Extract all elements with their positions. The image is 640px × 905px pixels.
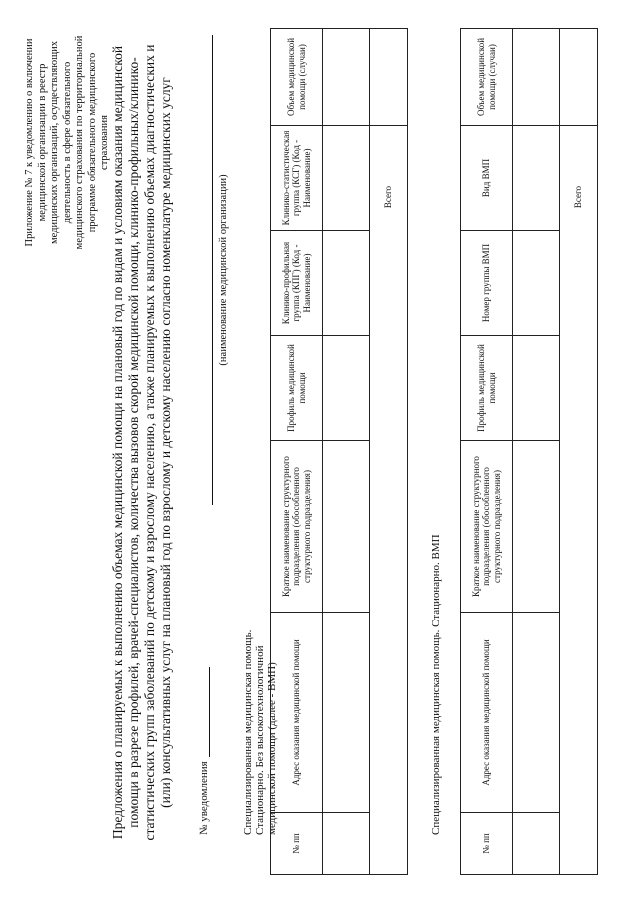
header-cell: Адрес оказания медицинской помощи [271,613,323,813]
table-total-row [370,29,408,875]
notice-number-field [198,667,210,757]
table-cell [513,126,560,231]
total-label-cell: Всего [370,126,408,875]
table-row [323,29,370,875]
table-header-row [461,29,513,875]
table-cell [323,441,370,613]
table-total-row [560,29,598,875]
header-cell: Профиль медицинской помощи [271,336,323,441]
table-cell [323,29,370,126]
total-label-cell: Всего [560,126,598,875]
table-cell [323,813,370,875]
header-cell: Профиль медицинской помощи [461,336,513,441]
header-cell: Объем медицинской помощи (случаи) [271,29,323,126]
appendix-note: Приложение № 7 к уведомлению о включении медицинской организации в реестр медицинских организаций, осуществляющих деятельность в сфере обязательного медицинского страхования по территориальной программе обязательного медицинского страхования [24,35,110,250]
organization-name-line [212,35,213,505]
notice-label: № уведомления [198,761,210,835]
section2-title: Специализированная медицинская помощь. Стационарно. ВМП [430,534,442,835]
table-cell [513,613,560,813]
header-cell: № пп [461,813,513,875]
table-cell [323,126,370,231]
header-cell: Клинико-профильная группа (КПГ) (Код - Наименование) [271,231,323,336]
header-cell: Краткое наименование структурного подразделения (обособленного структурного подразделения) [461,441,513,613]
section1-title: Специализированная медицинская помощь. Стационарно. Без высокотехнологичной медицинской помощи (далее - ВМП) [242,629,278,835]
total-value-cell [370,29,408,126]
table-cell [513,336,560,441]
section2-table [460,28,598,875]
header-cell: Клинико-статистическая группа (КСГ) (Код - Наименование) [271,126,323,231]
header-cell: Вид ВМП [461,126,513,231]
table-cell [513,441,560,613]
header-cell: № пп [271,813,323,875]
table-cell [323,613,370,813]
document-title: Предложения о планируемых к выполнению объемах медицинской помощи на плановый год по видам и условиям оказания медицинской помощи в разрезе профилей, врачей-специалистов, количества вызовов скорой медицинской помощи, клинико-профильных/клинико-статистических групп заболеваний по детскому и взрослому населению, а также планируемых к выполнению объемах диагностических и (или) консультативных услуг на плановый год по взрослому и детскому населению согласно номенклатуре медицинских услуг [110,44,173,841]
notice-number [198,667,210,835]
header-cell: Краткое наименование структурного подразделения (обособленного структурного подразделения) [271,441,323,613]
total-value-cell [560,29,598,126]
table-cell [513,29,560,126]
table-cell [323,231,370,336]
header-cell: Адрес оказания медицинской помощи [461,613,513,813]
table-cell [513,231,560,336]
header-cell: Объем медицинской помощи (случаи) [461,29,513,126]
table-cell [323,336,370,441]
header-cell: Номер группы ВМП [461,231,513,336]
table-cell [513,813,560,875]
table-header-row [271,29,323,875]
section1-table [270,28,408,875]
table-row [513,29,560,875]
organization-caption: (наименование медицинской организации) [218,174,229,366]
